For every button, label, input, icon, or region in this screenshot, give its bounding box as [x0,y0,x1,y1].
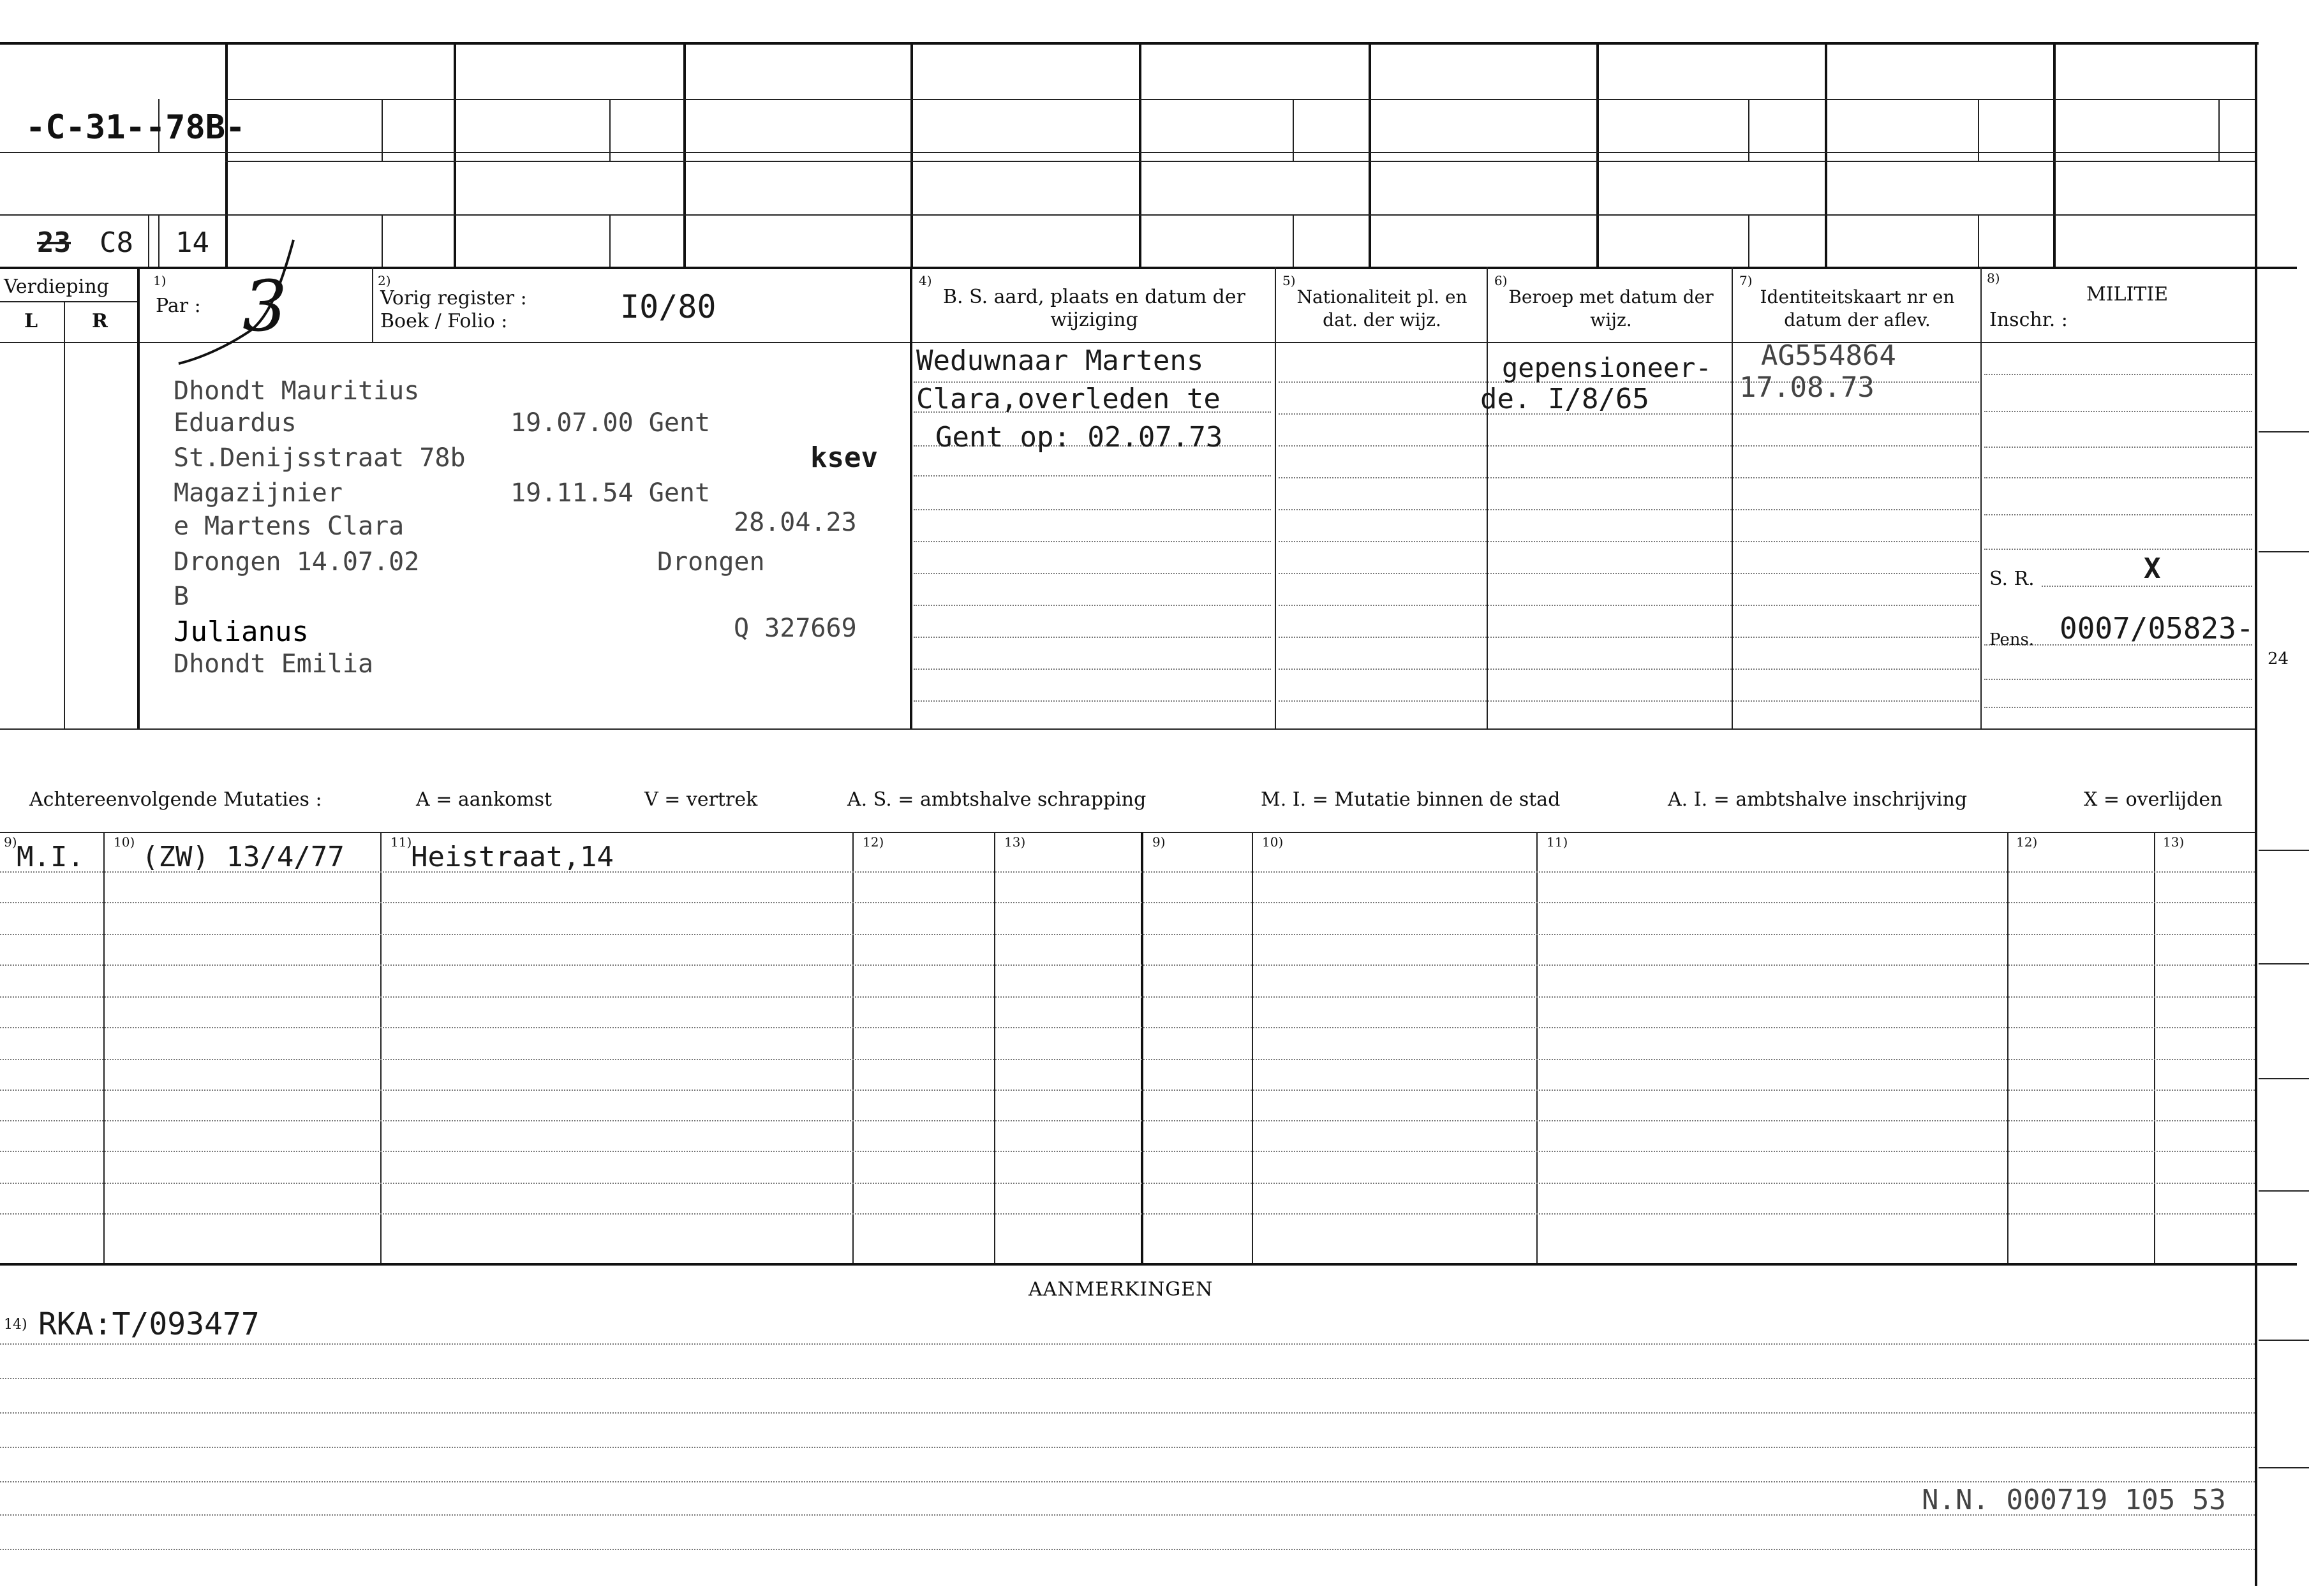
legend-title: Achtereenvolgende Mutaties : [29,788,322,811]
card-number: 14 [175,226,209,259]
mutation-date: (ZW) 13/4/77 [142,841,345,873]
person-line-right: 28.04.23 [734,508,857,537]
legend-item: X = overlijden [2084,788,2223,811]
legend-item: A. I. = ambtshalve inschrijving [1668,788,1968,811]
field8-number: 8) [1987,270,2000,286]
mutation-col-number: 13) [1004,834,1026,850]
district-code: C8 [100,226,133,259]
person-line-right: ksev [810,441,878,474]
id-entry-line: 17.08.73 [1739,371,1875,404]
verdieping-label: Verdieping [4,276,109,298]
pens-tail: 24 [2268,649,2289,669]
mutation-address: Heistraat,14 [411,841,614,873]
par-value: 3 [242,265,287,347]
person-line: e Martens Clara [174,512,405,541]
district-struck: 23 [37,226,71,259]
sr-value: X [2144,552,2161,585]
par-stroke [172,236,300,370]
mutation-col-number: 9) [4,834,17,850]
sr-label: S. R. [1989,568,2035,590]
person-line-mid: Drongen [657,547,765,577]
beroep-entry-line: de. I/8/65 [1480,383,1649,415]
person-line-right: Q 327669 [734,614,857,643]
vorig-register-label: Vorig register : [380,287,527,309]
l-label: L [24,310,38,332]
field6-number: 6) [1494,273,1508,288]
field2-number: 2) [378,273,391,288]
beroep-label: Beroep met datum der wijz. [1508,286,1714,330]
inschr-label: Inschr. : [1989,309,2068,331]
par-label: Par : [156,295,201,317]
person-line: Magazijnier [174,478,343,508]
person-line: St.Denijsstraat 78b [174,443,466,473]
person-line: Dhondt Emilia [174,649,374,679]
mutation-col-number: 10) [1262,834,1284,850]
person-line: Drongen 14.07.02 [174,547,420,577]
mutation-col-number: 12) [2016,834,2038,850]
remarks-number: 14) [4,1317,27,1333]
identiteit-label: Identiteitskaart nr en datum der aflev. [1760,286,1955,330]
legend-item: A = aankomst [416,788,553,811]
mutation-type: M.I. [17,841,84,873]
field1-number: 1) [153,273,167,288]
mutation-col-number: 10) [114,834,135,850]
bs-entry-line: Clara,overleden te [916,383,1221,415]
bs-entry-line: Gent op: 02.07.73 [935,421,1223,454]
person-line: Julianus [174,616,309,648]
beroep-entry-line: gepensioneer- [1502,352,1712,383]
mutation-col-number: 9) [1152,834,1166,850]
boek-folio-label: Boek / Folio : [380,310,508,332]
person-line: Eduardus [174,408,297,438]
mutation-col-number: 11) [390,834,412,850]
register-value: I0/80 [620,288,716,325]
card-code: -C-31--78B- [26,108,246,147]
legend-item: A. S. = ambtshalve schrapping [847,788,1147,811]
remarks-entry: RKA:T/093477 [38,1306,260,1342]
field4-number: 4) [919,273,932,288]
bs-entry-line: Weduwnaar Martens [916,344,1204,377]
person-line: B [174,582,189,611]
legend-item: M. I. = Mutatie binnen de stad [1261,788,1561,811]
person-line-mid: 19.07.00 Gent [510,408,711,438]
field7-number: 7) [1739,273,1753,288]
person-line: Dhondt Mauritius [174,376,420,406]
person-line-mid: 19.11.54 Gent [510,478,711,508]
nn-number: N.N. 000719 105 53 [1922,1484,2226,1516]
pens-value: 0007/05823- [2060,611,2254,646]
militie-label: MILITIE [2086,283,2169,306]
legend-item: V = vertrek [644,788,758,811]
mutation-col-number: 13) [2163,834,2185,850]
remarks-title: AANMERKINGEN [1028,1278,1214,1301]
mutation-col-number: 11) [1547,834,1568,850]
nationaliteit-label: Nationaliteit pl. en dat. der wijz. [1296,286,1467,330]
id-entry-line: AG554864 [1761,339,1896,372]
mutation-col-number: 12) [863,834,884,850]
r-label: R [92,310,108,332]
field5-number: 5) [1282,273,1296,288]
pens-label: Pens. [1989,630,2035,649]
bs-label: B. S. aard, plaats en datum der wijziging [943,286,1245,331]
